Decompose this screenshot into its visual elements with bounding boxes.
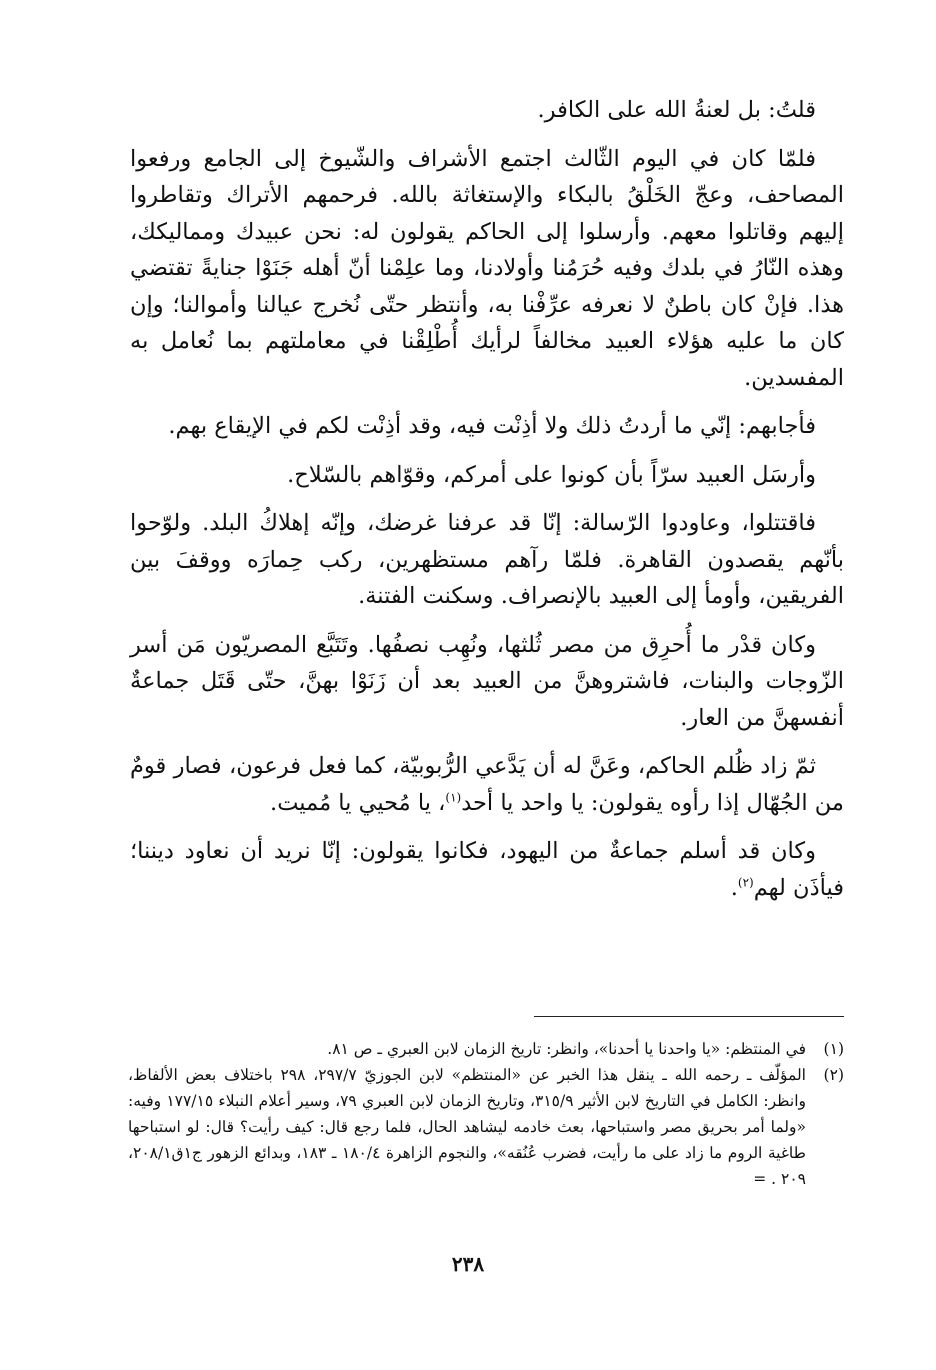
- paragraph-7: [130, 748, 844, 821]
- paragraph-7-text: ثمّ زاد ظُلم الحاكم، وعَنَّ له أن يَدَّعي الرُّبوبيّة، كما فعل فرعون، فصار قومٌ من الجُهّال إذا رأوه يقولون: يا واحد يا أحد: [130, 753, 844, 816]
- page-number: ٢٣٨: [451, 1252, 485, 1276]
- footnote-number: (٢): [823, 1066, 844, 1084]
- footnote-ref-2[interactable]: (٢): [737, 875, 754, 889]
- footnote-text: في المنتظم: «يا واحدنا يا أحدنا»، وانظر: تاريخ الزمان لابن العبري ـ ص ٨١.: [327, 1040, 806, 1058]
- footnote-text: المؤلّف ـ رحمه الله ـ ينقل هذا الخبر عن «المنتظم» لابن الجوزيّ ٢٩٧/٧، ٢٩٨ باختلاف بعض الألفاظ، وانظر: الكامل في التاريخ لابن الأثير ٣١٥/٩، وتاريخ الزمان لابن العبري ٧٩، وسير أعلام النبلاء ١٧٧/١٥ وفيه: «ولما أمر بحريق مصر واستباحها، بعث خادمه ليشاهد الحال، فلما رجع قال: كيف رأيت؟ قال: لو استباحها طاغية الروم ما زاد على ما رأيت، فضرب عُنُقه»، والنجوم الزاهرة ١٨٠/٤ ـ ١٨٣، وبدائع الزهور ج١ق٢٠٨/١، ٢٠٩ . =: [128, 1066, 807, 1188]
- paragraph-2: فلمّا كان في اليوم الثّالث اجتمع الأشراف والشّيوخ إلى الجامع ورفعوا المصاحف، وعجّ الخَلْقُ بالبكاء والإستغاثة بالله. فرحمهم الأتراك وتقاطروا إليهم وقاتلوا معهم. وأرسلوا إلى الحاكم يقولون له: نحن عبيدك ومماليكك، وهذه النّارُ في بلدك وفيه حُرَمُنا وأولادنا، وما علِمْنا أنّ أهله جَنَوْا جنايةً تقتضي هذا. فإنْ كان باطنٌ لا نعرفه عرِّفْنا به، وأنتظر حتّى نُخرج عيالنا وأموالنا؛ وإن كان ما عليه هؤلاء العبيد مخالفاً لرأيك أُطْلِقْنا في معاملتهم بما نُعامل به المفسدين.: [130, 145, 844, 391]
- paragraph-5: فاقتتلوا، وعاودوا الرّسالة: إنّا قد عرفنا غرضك، وإنّه إهلاكُ البلد. ولوّحوا بأنّهم يقصدون القاهرة. فلمّا رآهم مستظهرين، ركب حِمارَه ووقفَ بين الفريقين، وأومأ إلى العبيد بالإنصراف. وسكنت الفتنة.: [130, 510, 844, 609]
- footnote-separator: [534, 1016, 844, 1017]
- footnotes: [128, 1036, 844, 1192]
- footnote-1: [128, 1036, 844, 1062]
- paragraph-6: وكان قدْر ما أُحرِق من مصر ثُلثها، ونُهِب نصفُها. وتَتَبَّع المصريّون مَن أسر الزّوجات والبنات، فاشتروهنَّ من العبيد بعد أن زَنَوْا بهنَّ، حتّى قَتَل جماعةٌ أنفسهنَّ من العار.: [130, 631, 844, 731]
- footnote-2: [128, 1062, 844, 1192]
- main-text: [130, 92, 844, 918]
- paragraph-7-tail: ، يا مُحيي يا مُميت.: [270, 789, 446, 816]
- paragraph-8: [130, 833, 844, 906]
- paragraph-1: قلتُ: بل لعنةُ الله على الكافر.: [537, 97, 816, 123]
- paragraph-3: فأجابهم: إنّي ما أردتُ ذلك ولا أذِنْت فيه، وقد أذِنْت لكم في الإيقاع بهم.: [168, 413, 816, 439]
- paragraph-8-tail: .: [730, 874, 738, 901]
- footnote-ref-1[interactable]: (١): [445, 790, 462, 804]
- paragraph-8-text: وكان قد أسلم جماعةٌ من اليهود، فكانوا يقولون: إنّا نريد أن نعاود ديننا؛ فيأذَن لهم: [130, 838, 844, 901]
- paragraph-4: وأرسَل العبيد سرّاً بأن كونوا على أمركم، وقوّاهم بالسّلاح.: [287, 461, 816, 488]
- footnote-number: (١): [823, 1040, 844, 1058]
